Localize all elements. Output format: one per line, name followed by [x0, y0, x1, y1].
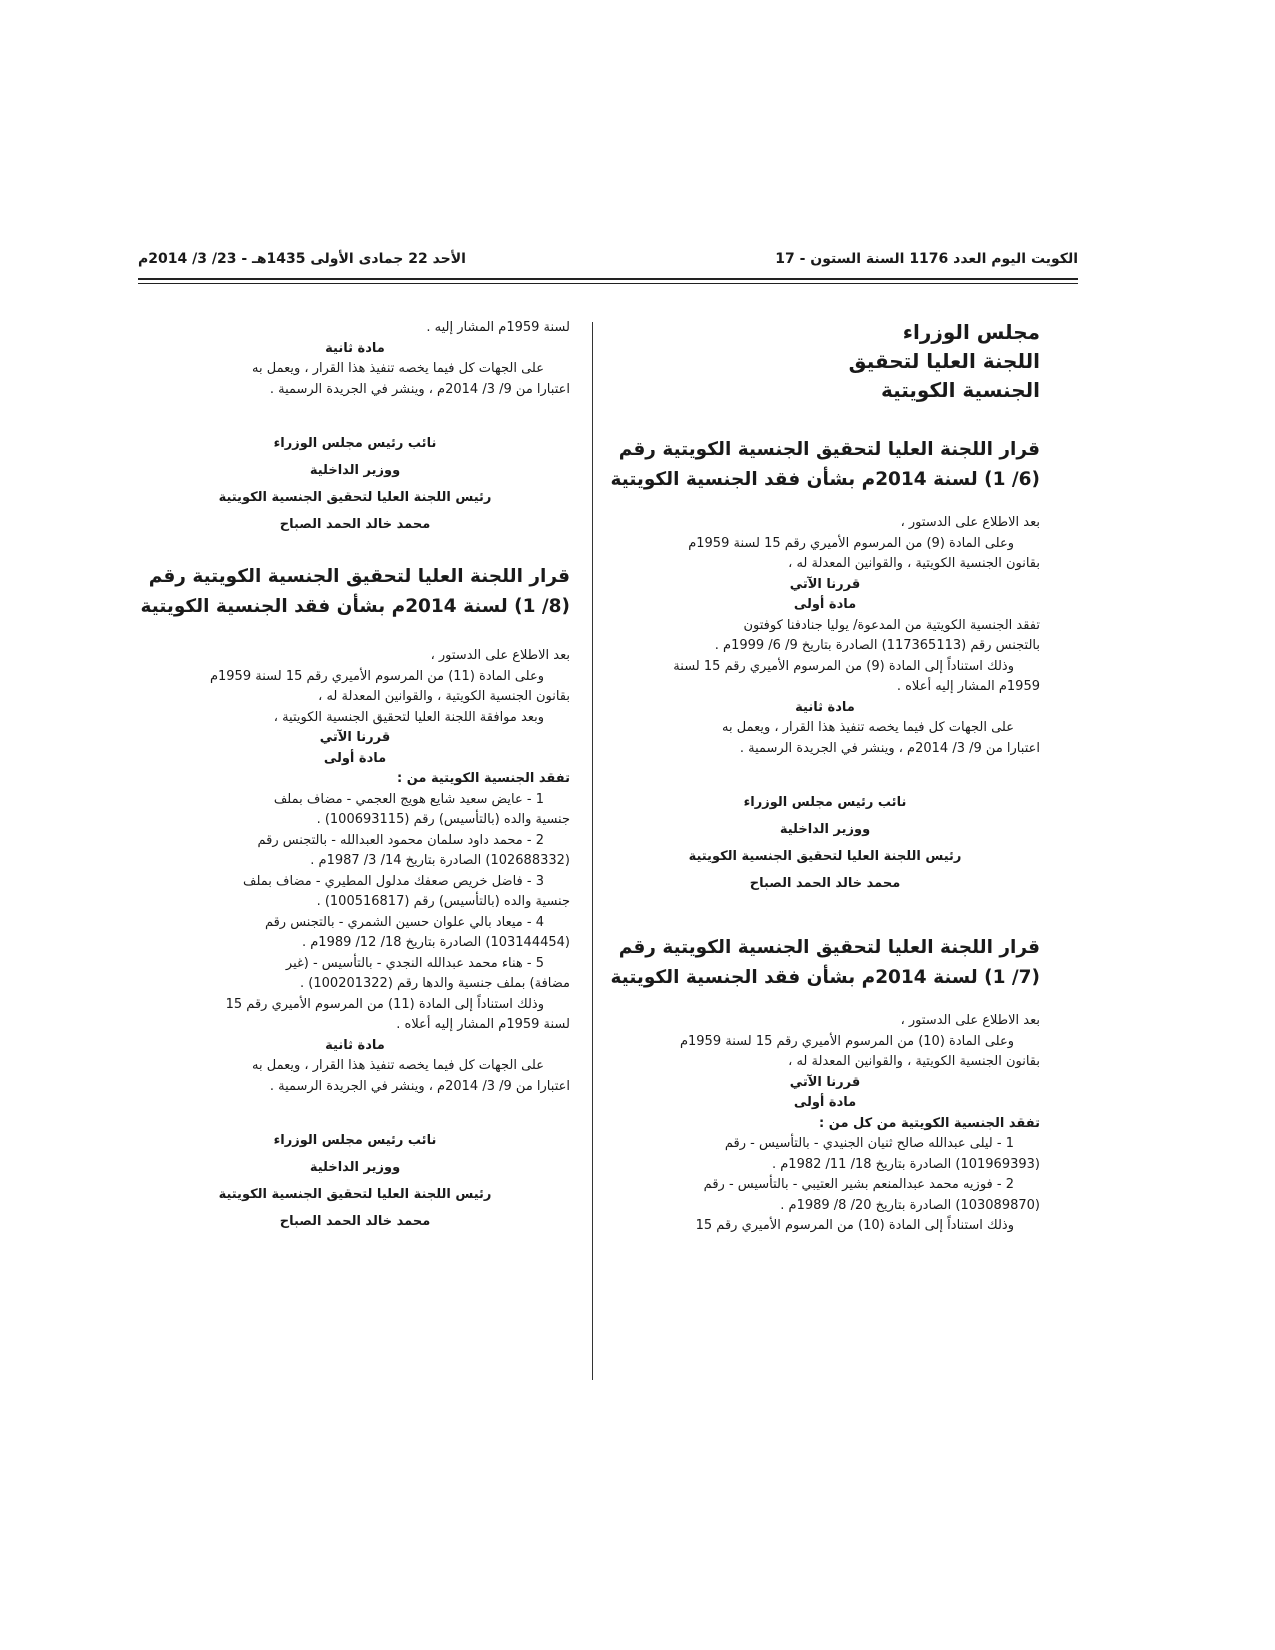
list-item: جنسية والده (بالتأسيس) رقم (100693115) .: [316, 812, 570, 827]
article-text: وذلك استناداً إلى المادة (11) من المرسوم الأميري رقم 15: [225, 996, 544, 1012]
signatory-name: محمد خالد الحمد الصباح: [279, 517, 431, 532]
preamble: بقانون الجنسية الكويتية ، والقوانين المعدلة له ،: [788, 1054, 1040, 1069]
left-column: [140, 318, 570, 1235]
article-text: وذلك استناداً إلى المادة (9) من المرسوم الأميري رقم 15 لسنة: [673, 658, 1014, 674]
signatory-title: ووزير الداخلية: [779, 822, 871, 837]
article-text: تفقد الجنسية الكويتية من كل من :: [819, 1115, 1040, 1131]
list-item: (102688332) الصادرة بتاريخ 14/ 3/ 1987م .: [310, 853, 570, 868]
council-heading: [610, 318, 1040, 405]
preamble: بقانون الجنسية الكويتية ، والقوانين المعدلة له ،: [318, 689, 570, 704]
list-item: (103089870) الصادرة بتاريخ 20/ 8/ 1989م .: [780, 1197, 1040, 1213]
list-item: 1 - ليلى عبدالله صالح ثنيان الجنيدي - بالتأسيس - رقم: [724, 1136, 1014, 1151]
list-item: 4 - ميعاد بالي علوان حسين الشمري - بالتجنس رقم: [264, 914, 544, 930]
list-item: (101969393) الصادرة بتاريخ 18/ 11/ 1982م .: [771, 1156, 1040, 1172]
page-header: [138, 244, 1078, 274]
decision-title: (6/ 1) لسنة 2014م بشأن فقد الجنسية الكويتية: [610, 469, 1040, 490]
preamble: وعلى المادة (10) من المرسوم الأميري رقم 15 لسنة 1959م: [679, 1033, 1014, 1049]
article-text: على الجهات كل فيما يخصه تنفيذ هذا القرار ، ويعمل به: [252, 361, 544, 376]
preamble: وعلى المادة (9) من المرسوم الأميري رقم 15 لسنة 1959م: [688, 535, 1014, 551]
preamble: وبعد موافقة اللجنة العليا لتحقيق الجنسية الكويتية ،: [273, 709, 544, 725]
article-text: اعتبارا من 9/ 3/ 2014م ، وينشر في الجريدة الرسمية .: [269, 381, 570, 397]
decision-title: قرار اللجنة العليا لتحقيق الجنسية الكويتية رقم: [618, 937, 1040, 958]
article-heading: مادة أولى: [793, 1095, 857, 1110]
decision-title: قرار اللجنة العليا لتحقيق الجنسية الكويتية رقم: [618, 439, 1040, 460]
list-item: 3 - فاضل خريص صعفك مدلول المطيري - مضاف بملف: [242, 873, 544, 889]
list-item: 2 - محمد داود سلمان محمود العبدالله - بالتجنس رقم: [257, 832, 544, 848]
signatory-title: نائب رئيس مجلس الوزراء: [273, 436, 437, 451]
article-heading: مادة ثانية: [325, 1037, 385, 1053]
list-item: 2 - فوزيه محمد عبدالمنعم بشير العتيبي - بالتأسيس - رقم: [703, 1177, 1014, 1192]
preamble: بعد الاطلاع على الدستور ،: [900, 515, 1040, 530]
article-text: بالتجنس رقم (117365113) الصادرة بتاريخ 9/ 6/ 1999م .: [714, 638, 1040, 653]
decided-heading: قررنا الآتي: [789, 1074, 861, 1090]
preamble: وعلى المادة (11) من المرسوم الأميري رقم 15 لسنة 1959م: [209, 668, 544, 684]
preamble: بعد الاطلاع على الدستور ،: [430, 648, 570, 663]
article-heading: مادة ثانية: [325, 340, 385, 356]
signatory-title: رئيس اللجنة العليا لتحقيق الجنسية الكويتية: [688, 849, 962, 864]
decision-title: قرار اللجنة العليا لتحقيق الجنسية الكويتية رقم: [148, 566, 570, 587]
article-text: وذلك استناداً إلى المادة (10) من المرسوم الأميري رقم 15: [695, 1218, 1014, 1233]
committee-name-1: اللجنة العليا لتحقيق: [848, 349, 1040, 373]
preamble: بعد الاطلاع على الدستور ،: [900, 1013, 1040, 1028]
article-heading: مادة ثانية: [795, 699, 855, 715]
article-text: على الجهات كل فيما يخصه تنفيذ هذا القرار ، ويعمل به: [722, 720, 1014, 735]
signatory-name: محمد خالد الحمد الصباح: [749, 876, 901, 891]
signatory-title: رئيس اللجنة العليا لتحقيق الجنسية الكويتية: [218, 1187, 492, 1202]
right-column: [610, 318, 1040, 1237]
article-text: اعتبارا من 9/ 3/ 2014م ، وينشر في الجريدة الرسمية .: [739, 740, 1040, 756]
article-text: لسنة 1959م المشار إليه أعلاه .: [396, 1017, 570, 1032]
article-text: على الجهات كل فيما يخصه تنفيذ هذا القرار ، ويعمل به: [252, 1058, 544, 1073]
header-rule-thick: [138, 278, 1078, 280]
signatory-title: نائب رئيس مجلس الوزراء: [273, 1133, 437, 1148]
list-item: جنسية والده (بالتأسيس) رقم (100516817) .: [316, 894, 570, 909]
article-text: اعتبارا من 9/ 3/ 2014م ، وينشر في الجريدة الرسمية .: [269, 1078, 570, 1094]
article-text: تفقد الجنسية الكويتية من المدعوة/ يوليا جنادفنا كوفتون: [743, 617, 1040, 633]
decided-heading: قررنا الآتي: [319, 730, 391, 745]
decision-title: (7/ 1) لسنة 2014م بشأن فقد الجنسية الكويتية: [610, 967, 1040, 988]
signatory-title: رئيس اللجنة العليا لتحقيق الجنسية الكويتية: [218, 490, 492, 505]
decision-7: [610, 933, 1040, 1237]
council-name: مجلس الوزراء: [902, 320, 1040, 344]
list-item: 1 - عايض سعيد شايع هويج العجمي - مضاف بملف: [273, 791, 544, 807]
signatory-title: نائب رئيس مجلس الوزراء: [743, 795, 907, 810]
header-rule-thin: [138, 283, 1078, 284]
decision-8: [140, 562, 570, 1235]
header-date: الأحد 22 جمادى الأولى 1435هـ - 23/ 3/ 2014م: [138, 251, 466, 267]
article-heading: مادة أولى: [793, 597, 857, 612]
decision-7-continued: [140, 318, 570, 538]
decided-heading: قررنا الآتي: [789, 576, 861, 592]
signature-block: [140, 1127, 570, 1235]
signature-block: [140, 430, 570, 538]
preamble: بقانون الجنسية الكويتية ، والقوانين المعدلة له ،: [788, 556, 1040, 571]
decision-6: [610, 435, 1040, 897]
list-item: مضافة) بملف جنسية والدها رقم (100201322) .: [300, 976, 570, 991]
signatory-name: محمد خالد الحمد الصباح: [279, 1214, 431, 1229]
committee-name-2: الجنسية الكويتية: [880, 378, 1040, 402]
list-item: (103144454) الصادرة بتاريخ 18/ 12/ 1989م .: [301, 935, 570, 950]
header-issue-info: الكويت اليوم العدد 1176 السنة الستون - 17: [775, 251, 1078, 267]
list-item: 5 - هناء محمد عبدالله النجدي - بالتأسيس - (غير: [285, 955, 544, 971]
article-text: تفقد الجنسية الكويتية من :: [396, 771, 570, 786]
signature-block: [610, 789, 1040, 897]
signatory-title: ووزير الداخلية: [309, 463, 401, 478]
column-divider: [592, 322, 593, 1380]
decision-title: (8/ 1) لسنة 2014م بشأن فقد الجنسية الكويتية: [140, 596, 570, 617]
article-heading: مادة أولى: [323, 750, 387, 766]
article-text: لسنة 1959م المشار إليه .: [426, 320, 570, 335]
signatory-title: ووزير الداخلية: [309, 1160, 401, 1175]
article-text: 1959م المشار إليه أعلاه .: [896, 679, 1040, 694]
